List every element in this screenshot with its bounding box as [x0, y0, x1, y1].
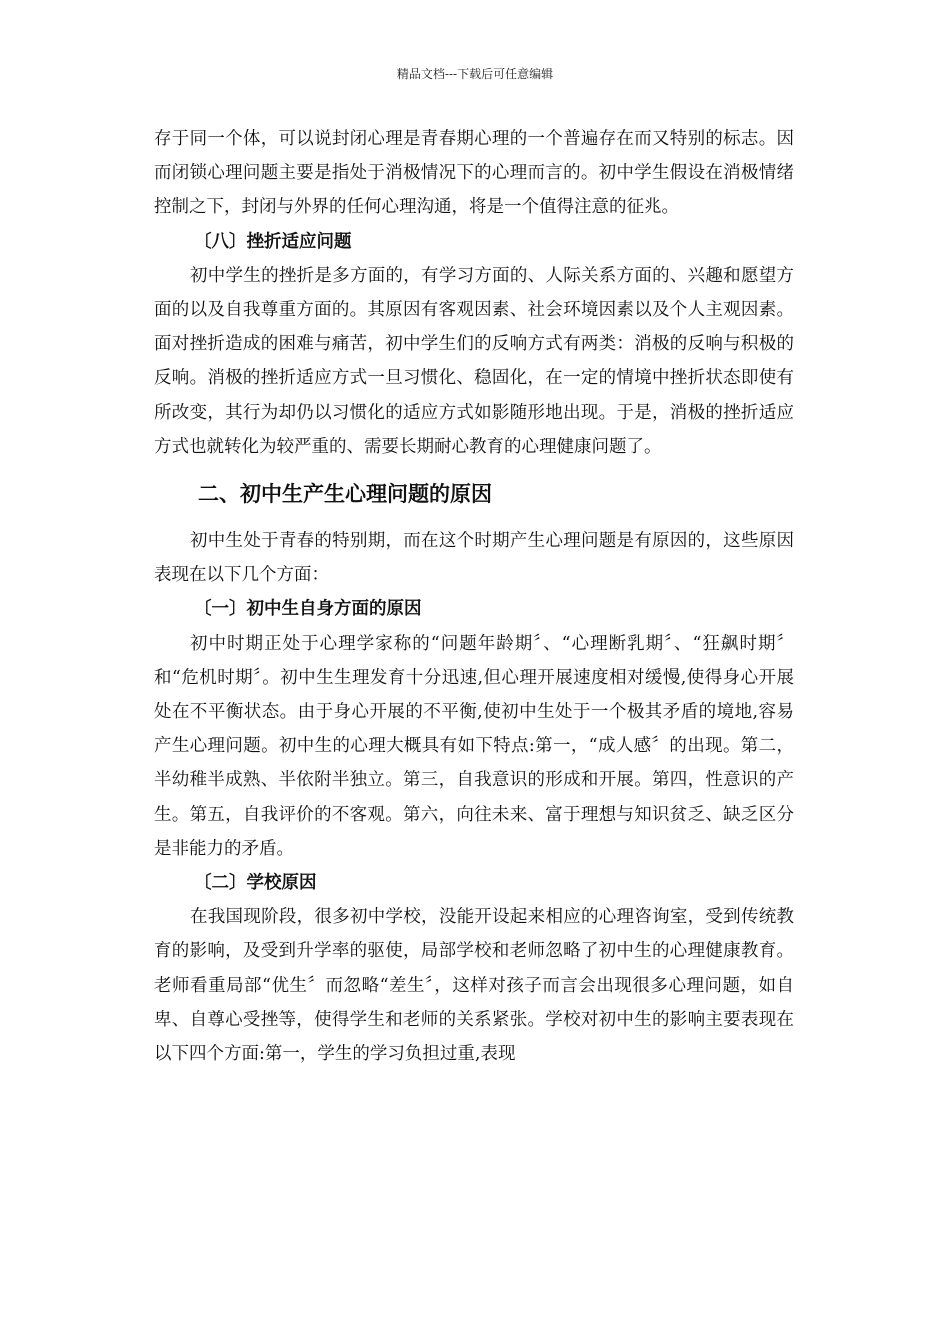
section-title-causes: 二、初中生产生心理问题的原因 [198, 481, 492, 507]
paragraph-self-causes: 初中时期正处于心理学家称的“问题年龄期〞、“心理断乳期〞、“狂飙时期〞和“危机时期〞。初中生生理发育十分迅速,但心理开展速度相对缓慢,使得身心开展处在不平衡状态。由于身心开展的不平衡,使初中生处于一个极其矛盾的境地,容易产生心理问题。初中生的心理大概具有如下特点:第一，“成人感〞的出现。第二，半幼稚半成熟、半依附半独立。第三，自我意识的形成和开展。第四，性意识的产生。第五，自我评价的不客观。第六，向往未来、富于理想与知识贫乏、缺乏区分是非能力的矛盾。 [154, 633, 794, 859]
paragraph-causes-intro: 初中生处于青春的特别期，而在这个时期产生心理问题是有原因的，这些原因表现在以下几个方面： [154, 531, 794, 586]
page-header: 精品文档---下载后可任意编辑 [396, 67, 554, 81]
subheading-self-causes: 〔一〕初中生自身方面的原因 [194, 599, 422, 620]
subheading-frustration: 〔八〕挫折适应问题 [194, 231, 352, 252]
document-body [154, 122, 794, 1071]
paragraph-closed-mind: 存于同一个体，可以说封闭心理是青春期心理的一个普遍存在而又特别的标志。因而闭锁心理问题主要是指处于消极情况下的心理而言的。初中学生假设在消极情绪控制之下，封闭与外界的任何心理沟通，将是一个值得注意的征兆。 [154, 129, 794, 218]
paragraph-frustration: 初中学生的挫折是多方面的，有学习方面的、人际关系方面的、兴趣和愿望方面的以及自我尊重方面的。其原因有客观因素、社会环境因素以及个人主观因素。面对挫折造成的困难与痛苦，初中学生们的反响方式有两类：消极的反响与积极的反响。消极的挫折适应方式一旦习惯化、稳固化，在一定的情境中挫折状态即使有所改变，其行为却仍以习惯化的适应方式如影随形地出现。于是，消极的挫折适应方式也就转化为较严重的、需要长期耐心教育的心理健康问题了。 [154, 265, 794, 457]
paragraph-school-causes: 在我国现阶段，很多初中学校，没能开设起来相应的心理咨询室，受到传统教育的影响，及受到升学率的驱使，局部学校和老师忽略了初中生的心理健康教育。老师看重局部“优生〞而忽略“差生〞，这样对孩子而言会出现很多心理问题，如自卑、自尊心受挫等，使得学生和老师的关系紧张。学校对初中生的影响主要表现在以下四个方面:第一，学生的学习负担过重,表现 [154, 907, 794, 1065]
subheading-school-causes: 〔二〕学校原因 [194, 873, 317, 894]
